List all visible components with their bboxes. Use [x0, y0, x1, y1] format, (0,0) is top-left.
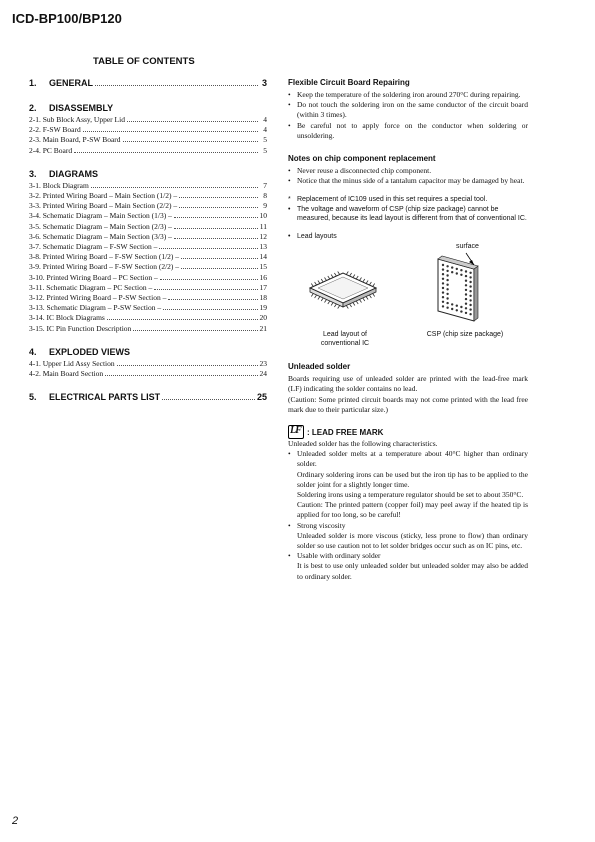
toc-page: 13	[259, 242, 267, 252]
toc-entry	[29, 135, 267, 145]
unleaded-caution: (Caution: Some printed circuit boards may not come printed with the lead free mark due to their particular size.)	[288, 394, 528, 414]
toc-heading: TABLE OF CONTENTS	[93, 56, 195, 67]
chip-notes-heading: Notes on chip component replacement	[288, 154, 436, 164]
toc-entry	[29, 252, 267, 262]
toc-page: 19	[259, 303, 267, 313]
toc-leader	[127, 121, 258, 122]
characteristic-detail: Ordinary soldering irons can be used but the iron tip has to be applied to the solder joint for a slightly longer time.	[297, 469, 528, 489]
toc-leader	[91, 187, 258, 188]
list-item: • Never reuse a disconnected chip component.	[288, 166, 528, 176]
toc-leader	[107, 319, 258, 320]
toc-leader	[154, 289, 257, 290]
toc-leader	[181, 258, 257, 259]
toc-entry	[29, 125, 267, 135]
conventional-ic-caption: Lead layout of conventional IC	[320, 331, 370, 348]
toc-page: 11	[259, 221, 267, 231]
toc-entry-label: 3-8. Printed Wiring Board – F-SW Section (1/2) –	[29, 252, 180, 262]
lead-layouts-illustration	[288, 243, 528, 328]
characteristic-detail: Caution: The printed pattern (copper foil) may peel away if the heated tip is applied for too long, so be careful!	[297, 500, 528, 520]
toc-page: 4	[263, 125, 267, 135]
toc-page: 24	[259, 369, 267, 379]
toc-leader	[174, 217, 258, 218]
lead-free-logo: LF	[288, 425, 304, 439]
toc-leader	[105, 375, 257, 376]
toc-entry-label: 3-7. Schematic Diagram – F-SW Section –	[29, 242, 158, 252]
toc-leader	[179, 197, 258, 198]
toc-entry	[29, 273, 267, 283]
unleaded-paragraph: Boards requiring use of unleaded solder are printed with the lead-free mark (LF) indicating the solder contains no lead.	[288, 374, 528, 394]
toc-page: 5	[263, 145, 267, 155]
toc-leader	[168, 299, 257, 300]
toc-entry-label: 4-2. Main Board Section	[29, 369, 104, 379]
toc-page: 5	[263, 135, 267, 145]
characteristic-detail: Unleaded solder is more viscous (sticky, less prone to flow) than ordinary solder so use caution not to let solder bridges occur such as on IC pins, etc.	[297, 530, 528, 551]
surface-label: surface	[456, 243, 479, 251]
toc-section-number: 2.	[29, 103, 37, 113]
toc-entry	[29, 303, 267, 313]
toc-leader	[133, 330, 257, 331]
toc-entry-label: 2-2. F-SW Board	[29, 125, 81, 135]
toc-entry	[29, 181, 267, 191]
toc-leader	[74, 152, 258, 153]
toc-entry-label: 3-6. Schematic Diagram – Main Section (3/3) –	[29, 231, 172, 241]
toc-leader	[83, 131, 258, 132]
toc-entry-label: 3-9. Printed Wiring Board – F-SW Section (2/2) –	[29, 262, 180, 272]
toc-page: 14	[259, 252, 267, 262]
toc-section-title	[29, 346, 267, 359]
unleaded-heading: Unleaded solder	[288, 362, 351, 372]
toc-entry	[29, 313, 267, 323]
toc-leader	[163, 309, 257, 310]
toc-entry-label: 3-2. Printed Wiring Board – Main Section (1/2) –	[29, 191, 178, 201]
toc-entry-label: 3-1. Block Diagram	[29, 180, 89, 190]
flex-repair-list	[288, 90, 528, 141]
toc-entry	[29, 191, 267, 201]
toc-entry-label: 3-3. Printed Wiring Board – Main Section (2/2) –	[29, 201, 178, 211]
unleaded-characteristics-list	[288, 449, 528, 582]
toc-leader	[179, 207, 258, 208]
toc-entry-label: 3-4. Schematic Diagram – Main Section (1/3) –	[29, 211, 172, 221]
list-item: • The voltage and waveform of CSP (chip size package) cannot be measured, because its lead layout is different from that of conventional IC.	[288, 205, 528, 223]
toc-section	[29, 168, 267, 334]
toc-entry	[29, 146, 267, 156]
list-item: • Keep the temperature of the soldering iron around 270°C during repairing.	[288, 90, 528, 100]
toc-entry	[29, 359, 267, 369]
toc-entry	[29, 262, 267, 272]
toc-page: 18	[259, 293, 267, 303]
characteristic-title: • Usable with ordinary solder	[297, 551, 381, 561]
toc-page: 20	[259, 313, 267, 323]
table-of-contents	[29, 77, 267, 416]
page-number: 2	[12, 815, 19, 827]
toc-section	[29, 346, 267, 379]
lead-free-mark-row	[288, 425, 528, 439]
toc-page: 23	[259, 358, 267, 368]
toc-leader	[174, 238, 258, 239]
toc-entry-label: 3-10. Printed Wiring Board – PC Section –	[29, 272, 158, 282]
toc-entry-label: 2-3. Main Board, P-SW Board	[29, 135, 121, 145]
toc-leader	[160, 279, 258, 280]
toc-page: 15	[259, 262, 267, 272]
list-item	[288, 551, 528, 582]
characteristic-detail: It is best to use only unleaded solder but unleaded solder may also be added to ordinary solder.	[297, 561, 528, 581]
characteristic-detail: Soldering irons using a temperature regulator should be set to about 350°C.	[297, 490, 524, 500]
lead-layouts-figure	[288, 243, 528, 353]
toc-section-number: 3.	[29, 168, 37, 179]
toc-leader	[174, 228, 258, 229]
list-item: • Do not touch the soldering iron on the same conductor of the circuit board (within 3 times).	[288, 100, 528, 120]
chip-notes-list	[288, 166, 528, 186]
toc-leader	[117, 365, 258, 366]
toc-leader	[181, 268, 257, 269]
toc-entry	[29, 211, 267, 221]
list-item	[288, 521, 528, 552]
toc-entry	[29, 232, 267, 242]
toc-entry	[29, 369, 267, 379]
toc-page: 12	[259, 231, 267, 241]
toc-section-number: 5.	[29, 392, 37, 403]
toc-section-title	[29, 391, 267, 404]
list-item	[288, 449, 528, 520]
toc-section-label: DIAGRAMS	[49, 168, 98, 179]
notes-column	[288, 77, 528, 582]
toc-entry	[29, 242, 267, 252]
toc-section-title	[29, 168, 267, 181]
toc-entry-label: 3-15. IC Pin Function Description	[29, 323, 132, 333]
toc-entry	[29, 293, 267, 303]
toc-page: 8	[263, 191, 267, 201]
csp-drawing	[438, 253, 478, 321]
unleaded-intro: Unleaded solder has the following characteristics.	[288, 439, 438, 449]
list-item: • Be careful not to apply force on the conductor when soldering or unsoldering.	[288, 121, 528, 141]
toc-leader	[159, 248, 257, 249]
toc-page: 7	[263, 180, 267, 190]
toc-leader	[123, 141, 258, 142]
toc-leader	[162, 399, 255, 400]
toc-page: 16	[259, 272, 267, 282]
toc-page: 3	[261, 78, 267, 88]
toc-section-number: 4.	[29, 346, 37, 357]
list-item: • Notice that the minus side of a tantalum capacitor may be damaged by heat.	[288, 176, 528, 186]
list-item: * Replacement of IC109 used in this set requires a special tool.	[288, 195, 528, 204]
toc-entry-label: 2-1. Sub Block Assy, Upper Lid	[29, 115, 125, 124]
toc-section	[29, 102, 267, 156]
toc-entry	[29, 283, 267, 293]
toc-entry	[29, 201, 267, 211]
toc-entry-label: 2-4. PC Board	[29, 145, 73, 155]
toc-leader	[95, 85, 258, 86]
conventional-ic-drawing	[310, 272, 376, 309]
toc-section-title	[29, 77, 267, 90]
csp-caption: CSP (chip size package)	[426, 331, 504, 339]
lead-free-mark-heading: : LEAD FREE MARK	[307, 427, 384, 437]
toc-page: 21	[259, 323, 267, 333]
model-title: ICD-BP100/BP120	[12, 11, 122, 26]
toc-entry	[29, 115, 267, 125]
toc-entry-label: 4-1. Upper Lid Assy Section	[29, 358, 115, 368]
flex-repair-heading: Flexible Circuit Board Repairing	[288, 78, 410, 87]
toc-page: 4	[263, 115, 267, 124]
toc-section-label: ELECTRICAL PARTS LIST	[49, 392, 161, 403]
toc-page: 17	[259, 282, 267, 292]
toc-section-label: DISASSEMBLY	[49, 103, 114, 113]
toc-section-title	[29, 102, 267, 115]
lead-layouts-label: • Lead layouts	[288, 232, 528, 241]
toc-page: 9	[263, 201, 267, 211]
toc-entry	[29, 222, 267, 232]
toc-entry-label: 3-13. Schematic Diagram – P-SW Section –	[29, 303, 162, 313]
toc-section-label: EXPLODED VIEWS	[49, 346, 131, 357]
toc-section-number: 1.	[29, 78, 37, 88]
toc-section-label: GENERAL	[49, 78, 94, 88]
toc-entry	[29, 324, 267, 334]
characteristic-title: • Strong viscosity	[297, 520, 346, 530]
toc-page: 25	[256, 392, 267, 403]
toc-entry-label: 3-5. Schematic Diagram – Main Section (2/3) –	[29, 221, 172, 231]
characteristic-title: • Unleaded solder melts at a temperature about 40°C higher than ordinary solder.	[297, 449, 528, 469]
toc-section	[29, 77, 267, 90]
chip-star-notes	[288, 195, 528, 241]
toc-section	[29, 391, 267, 404]
toc-page: 10	[259, 211, 267, 221]
toc-entry-label: 3-11. Schematic Diagram – PC Section –	[29, 282, 153, 292]
toc-entry-label: 3-14. IC Block Diagrams	[29, 313, 105, 323]
toc-entry-label: 3-12. Printed Wiring Board – P-SW Section –	[29, 293, 167, 303]
